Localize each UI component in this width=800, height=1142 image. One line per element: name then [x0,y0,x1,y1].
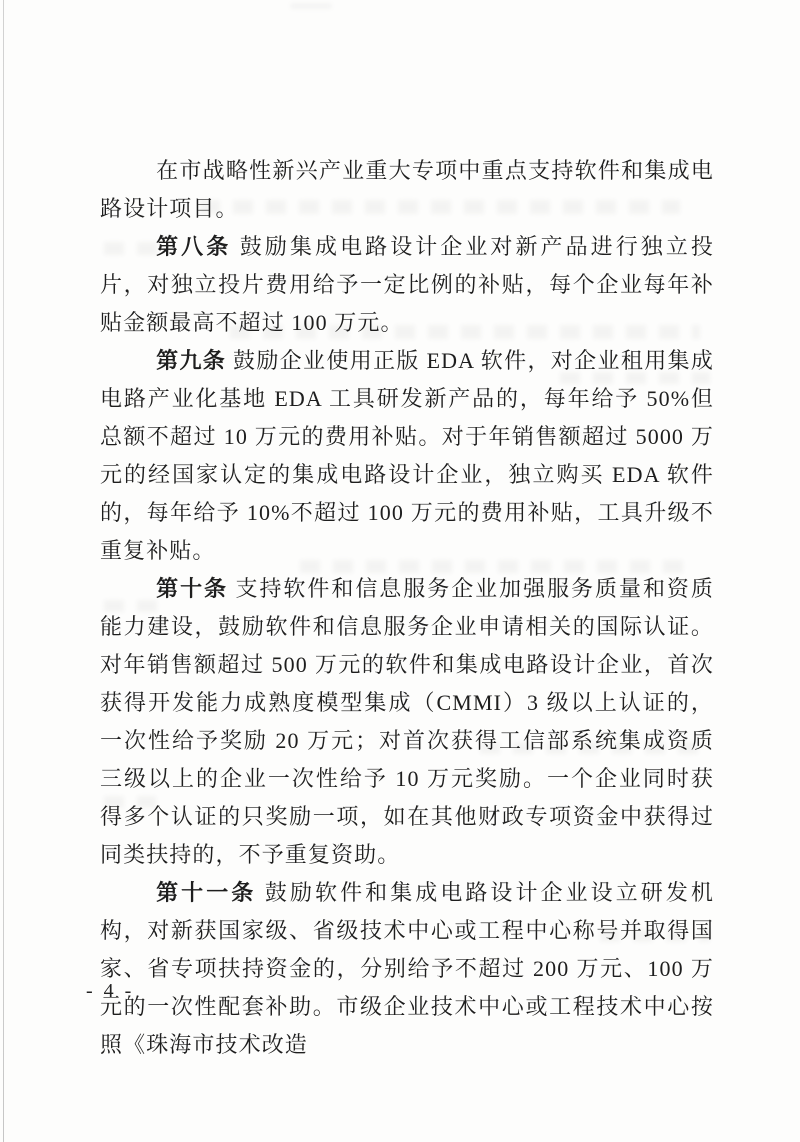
scan-smudge [290,3,332,9]
article-heading: 第十条 [156,576,229,601]
scan-edge-line [3,0,4,1142]
paragraph-article-10 [100,570,714,874]
paragraph-text: 在市战略性新兴产业重大专项中重点支持软件和集成电路设计项目。 [100,158,714,221]
paragraph-text: 鼓励企业使用正版 EDA 软件，对企业租用集成电路产业化基地 EDA 工具研发新产品的，每年给予 50%但总额不超过 10 万元的费用补贴。对于年销售额超过 5000 万元的经国家认定的集成电路设计企业，独立购买 EDA 软件的，每年给予 10%不超过 100 万元的费用补贴，工具升级不重复补贴。 [100,348,714,563]
article-heading: 第十一条 [156,880,257,905]
paragraph-article-11 [100,874,714,1064]
article-heading: 第九条 [156,348,227,373]
paragraph-text: 鼓励集成电路设计企业对新产品进行独立投片，对独立投片费用给予一定比例的补贴，每个企业每年补贴金额最高不超过 100 万元。 [100,234,714,335]
paragraph-article-8 [100,228,714,342]
paragraph-text: 支持软件和信息服务企业加强服务质量和资质能力建设，鼓励软件和信息服务企业申请相关的国际认证。对年销售额超过 500 万元的软件和集成电路设计企业，首次获得开发能力成熟度模型集成（CMMI）3 级以上认证的，一次性给予奖励 20 万元；对首次获得工信部系统集成资质三级以上的企业一次性给予 10 万元奖励。一个企业同时获得多个认证的只奖励一项，如在其他财政专项资金中获得过同类扶持的，不予重复资助。 [100,576,714,867]
paragraph-intro [100,152,714,228]
article-heading: 第八条 [156,234,232,259]
paragraph-article-9 [100,342,714,570]
page-number: - 4 - [86,980,135,1002]
paragraph-text: 鼓励软件和集成电路设计企业设立研发机构，对新获国家级、省级技术中心或工程中心称号并取得国家、省专项扶持资金的，分别给予不超过 200 万元、100 万元的一次性配套补助。市级企业技术中心或工程技术中心按照《珠海市技术改造 [100,880,715,1057]
document-body [100,152,714,1064]
